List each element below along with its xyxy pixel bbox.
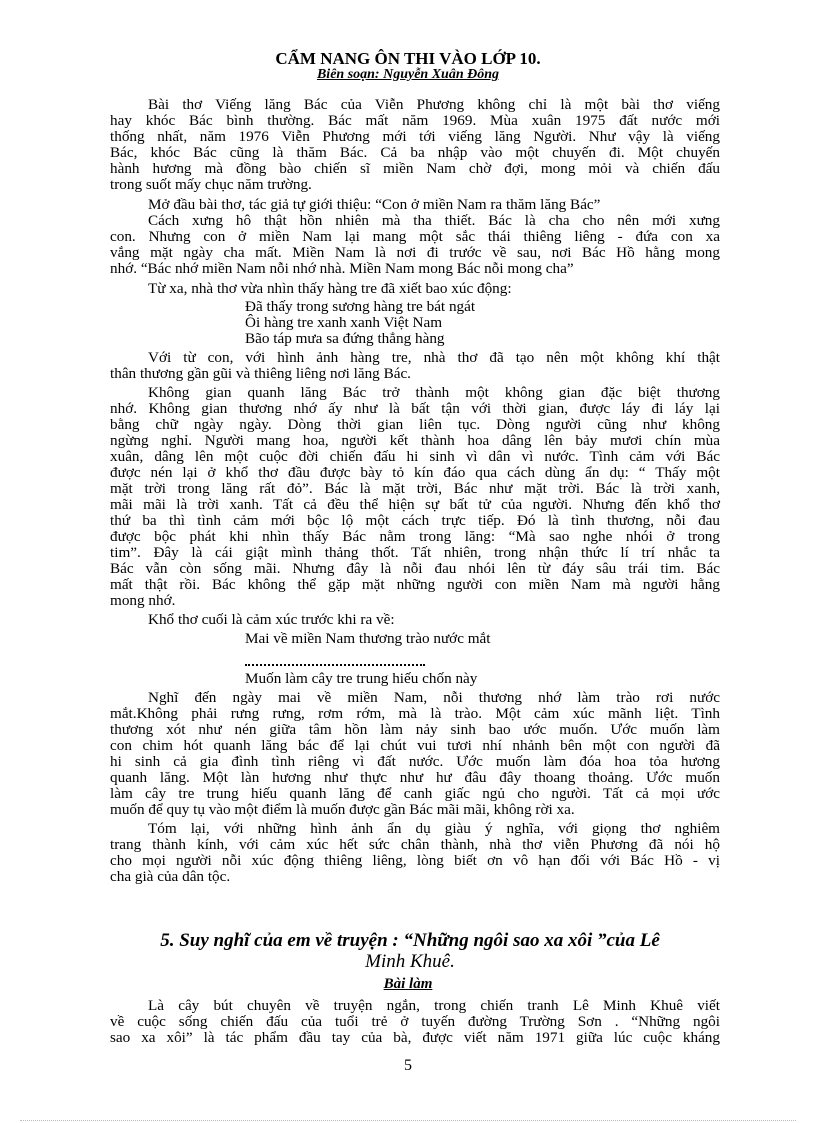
- text-line: được bộc phát khi nhìn thấy Bác nằm trong lăng: “Mà sao nghe nhói ở trong: [110, 528, 720, 545]
- text-line: nhớ. “Bác nhớ miền Nam nỗi nhớ nhà. Miền Nam mong Bác nỗi mong cha”: [110, 260, 574, 277]
- text-line: mãi mãi là trời xanh. Tất cả đều thể hiện sự bất tử của người. Nhưng đến khổ thơ: [110, 496, 720, 513]
- text-line: về cuộc sống chiến đấu của tuổi trẻ ở tuyến đường Trường Sơn . “Những ngôi: [110, 1013, 720, 1030]
- text-line: Bác vẫn còn sống mãi. Nhưng đây là nỗi đau nhói lên từ đáy sâu trái tim. Bác: [110, 560, 720, 577]
- text-line: Bài thơ Viếng lăng Bác của Viễn Phương không chỉ là một bài thơ viếng: [148, 96, 720, 113]
- text-line: bằng chữ ngày ngày. Dòng thời gian liên tục. Dòng người cũng như không: [110, 416, 720, 433]
- poem-line: Muốn làm cây tre trung hiếu chốn này: [245, 670, 478, 687]
- text-line: Mở đầu bài thơ, tác giả tự giới thiệu: “Con ở miền Nam ra thăm lăng Bác”: [148, 196, 601, 213]
- page-divider: [20, 1120, 796, 1121]
- text-line: Là cây bút chuyên về truyện ngắn, trong chiến tranh Lê Minh Khuê viết: [148, 997, 720, 1014]
- text-line: ngừng nghỉ. Người mang hoa, người kết thành hoa dâng lên bảy mươi chín mùa: [110, 432, 720, 449]
- poem-line: Ôi hàng tre xanh xanh Việt Nam: [245, 314, 443, 331]
- text-line: sao xa xôi” là tác phẩm đầu tay của bà, được viết năm 1971 giữa lúc cuộc kháng: [110, 1029, 720, 1046]
- text-line: được nén lại ở khổ thơ đầu được bày tỏ kín đáo qua cách dùng ẩn dụ: “ Thấy một: [110, 464, 720, 481]
- text-line: hành hương mà đồng bào chiến sĩ miền Nam chờ đợi, mong mỏi và chiến đấu: [110, 160, 720, 177]
- text-line: mắt.Không phải rưng rưng, rơm rớm, mà là trào. Một cảm xúc mãnh liệt. Tình: [110, 705, 720, 722]
- text-line: Không gian quanh lăng Bác trở thành một không gian đặc biệt thương: [148, 384, 720, 401]
- text-line: muốn để quy tụ vào một điểm là muốn được gần Bác mãi mãi, không rời xa.: [110, 801, 575, 818]
- text-line: hay khóc Bác bình thường. Bác mất năm 1969. Mùa xuân 1975 đất nước mới: [110, 112, 720, 129]
- text-line: con. Nhưng con ở miền Nam lại mang một sắc thái thiêng liêng - đứa con xa: [110, 228, 720, 245]
- poem-line: Bão táp mưa sa đứng thẳng hàng: [245, 330, 445, 347]
- text-line: cho mọi người nỗi xúc động thiêng liêng, lòng biết ơn vô hạn đối với Bác Hồ - vị: [110, 852, 720, 869]
- text-line: nhớ. Không gian thương nhớ ấy như là bất tận với thời gian, được láy đi láy lại: [110, 400, 720, 417]
- text-line: vắng mặt ngày cha mất. Miền Nam là nơi đi trước về sau, nơi Bác Hồ hằng mong: [110, 244, 720, 261]
- text-line: mất thật rồi. Bác không thể gặp mặt những người con miền Nam mà người hằng: [110, 576, 720, 593]
- text-line: Cách xưng hô thật hồn nhiên mà tha thiết. Bác là cha cho nên mới xưng: [148, 212, 720, 229]
- section-title: 5. Suy nghĩ của em về truyện : “Những ngôi sao xa xôi ”của Lê: [160, 930, 660, 951]
- text-line: Tóm lại, với những hình ảnh ẩn dụ giàu ý nghĩa, với giọng thơ nghiêm: [148, 820, 720, 837]
- page-number: 5: [404, 1057, 412, 1074]
- text-line: Nghĩ đến ngày mai về miền Nam, nỗi thương nhớ làm trào rơi nước: [148, 689, 720, 706]
- section-title-cont: Minh Khuê.: [365, 951, 455, 972]
- text-line: xuân, dâng lên một cuộc đời chiến đấu hi sinh vì dân vì nước. Tình cảm với Bác: [110, 448, 720, 465]
- text-line: quanh lăng. Một làn hương như thực như hư đâu đây thoang thoảng. Ước muốn: [110, 769, 720, 786]
- text-line: thống nhất, năm 1976 Viễn Phương mới tới viếng lăng Người. Như vậy là viếng: [110, 128, 720, 145]
- ellipsis-dots: [245, 660, 425, 666]
- text-line: trang thành kính, với cảm xúc hết sức chân thành, nhà thơ viễn Phương đã nói hộ: [110, 836, 720, 853]
- text-line: con chim hót quanh lăng bác để lại chút vui tươi nhí nhảnh bên một con người đã: [110, 737, 720, 754]
- section-label: Bài làm: [383, 976, 433, 992]
- header-title: CẨM NANG ÔN THI VÀO LỚP 10.: [275, 49, 541, 68]
- poem-line: Mai về miền Nam thương trào nước mắt: [245, 630, 491, 647]
- poem-line: Đã thấy trong sương hàng tre bát ngát: [245, 298, 476, 315]
- text-line: trong suốt mấy chục năm trường.: [110, 176, 312, 193]
- text-line: Với từ con, với hình ảnh hàng tre, nhà thơ đã tạo nên một không khí thật: [148, 349, 720, 366]
- text-line: thân thương gần gũi và thiêng liêng nơi lăng Bác.: [110, 365, 411, 382]
- header-subtitle: Biên soạn: Nguyễn Xuân Đông: [316, 67, 500, 82]
- text-line: thứ ba thì tình cảm mới bộc lộ một cách trực tiếp. Đó là tình thương, nỗi đau: [110, 512, 720, 529]
- text-line: mặt trời trong lăng rất đỏ”. Bác là mặt trời, Bác như mặt trời. Bác là trời xanh,: [110, 480, 720, 497]
- text-line: làm cây tre trung hiếu quanh lăng để canh giấc ngủ cho người. Tất cả mọi ước: [110, 785, 720, 802]
- text-line: thương xót như nén giữa tâm hồn làm nảy sinh bao ước muốn. Ước muốn làm: [110, 721, 720, 738]
- text-line: mong nhớ.: [110, 592, 176, 609]
- text-line: tim”. Đây là cái giật mình thảng thốt. Tất nhiên, trong nhận thức lí trí nhắc ta: [110, 544, 720, 561]
- text-line: Khổ thơ cuối là cảm xúc trước khi ra về:: [148, 611, 395, 628]
- text-line: cha già của dân tộc.: [110, 868, 231, 885]
- text-line: Từ xa, nhà thơ vừa nhìn thấy hàng tre đã xiết bao xúc động:: [148, 280, 512, 297]
- text-line: Bác, khóc Bác cũng là thăm Bác. Cả ba nhập vào một chuyến đi. Một chuyến: [110, 144, 720, 161]
- text-line: hi sinh cả gia đình tình riêng vì đất nước. Ước muốn làm đóa hoa tỏa hương: [110, 753, 720, 770]
